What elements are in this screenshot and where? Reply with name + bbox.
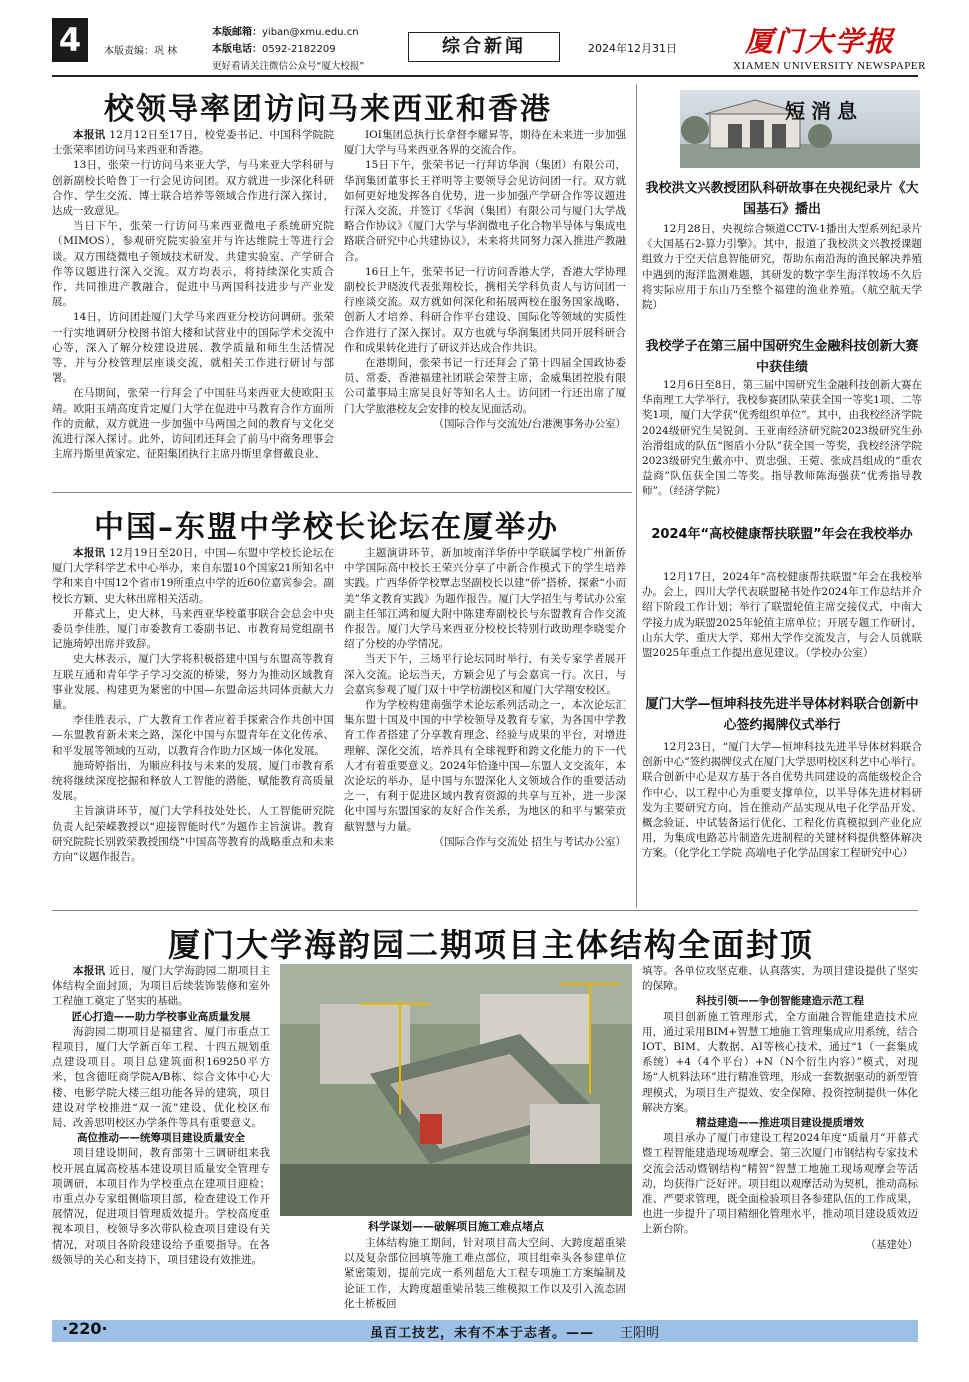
subheading: 高位推动——统筹项目建设质量安全: [77, 1132, 245, 1145]
paragraph: 在港期间，张荣书记一行还拜会了第十四届全国政协委员、常委，香港福建社团联会荣誉主席，金威集团控股有限公司董事局主席吴良好等知名人士。访问团一行还出席了厦门大学旅港校友会安排的校友见面活动。: [344, 357, 626, 415]
divider: [52, 910, 918, 911]
issue-number: ·220·: [62, 1319, 108, 1338]
paragraph: 作为学校构建南强学术论坛系列活动之一，本次论坛汇集东盟十国及中国的中学校领导及教育专家，为各国中学教育工作者搭建了分享教育理念、经验与成果的平台，对增进理解、深化交流，培养具有全球视野和跨文化能力的下一代人才有着重要意义。2024年恰逢中国—东盟人文交流年，本次论坛的举办，是中国与东盟深化人文领域合作的重要活动之一，有利于促进区域内教育资源的共享与互补，进一步深化中国与东盟国家的友好合作关系，为地区的和平与繁荣贡献智慧与力量。: [344, 699, 626, 833]
source-credit: （国际合作与交流处/台港澳事务办公室）: [433, 417, 626, 430]
email: yiban@xmu.edu.cn: [262, 27, 359, 38]
page-number: 4: [52, 18, 88, 62]
paragraph: 16日上午，张荣书记一行访问香港大学，香港大学协理副校长尹晓波代表张翔校长，携相关学科负责人与访问团一行座谈交流。双方就如何深化和拓展两校在服务国家战略、创新人才培养、科研合作平台建设、国际化等领域的实质性合作进行了深入探讨。双方也就与华润集团共同开展科研合作和成果转化进行了研议并达成合作共识。: [344, 265, 626, 354]
source-credit: （国际合作与交流处 招生与考试办公室）: [433, 835, 626, 848]
phone-label: 本版电话：: [212, 44, 262, 55]
article3-col1: [52, 964, 270, 1268]
article1-col2: [344, 128, 626, 432]
short4-text: 12月23日，“厦门大学—恒坤科技先进半导体材料联合创新中心”签约揭牌仪式在厦门大学思明校区科艺中心举行。联合创新中心是双方基于各自优势共同建设的高能级校企合作中心，以工程中心为重要支撑单位，以半导体先进材料研发为主要研究方向，旨在推动产品实现从电子化学品开发、概念验证、中试装备运行优化、工程化仿真模拟到产业化应用，为集成电路芯片制造先进制程的关键材料提供整体解决方案。（化学化工学院 高端电子化学品国家工程研究中心）: [642, 741, 922, 860]
article1-col1: [52, 128, 334, 462]
paragraph: 13日，张荣一行访问马来亚大学，与马来亚大学科研与创新副校长哈鲁丁一行会见访问团。双方就进一步深化科研合作、学生交流、博士联合培养等领域合作进行深入探讨，达成一致意见。: [52, 159, 334, 218]
header-rule: [52, 75, 918, 77]
paragraph: 主题演讲环节，新加坡南洋华侨中学联属学校广州新侨中学国际高中校长王荣兴分享了中新合作模式下的学生培养实践。广西华侨学校覃志坚副校长以建“侨”搭桥，探索“小而美”华文教育实践》为题作报告。厦门大学招生与考试办公室副主任邹江鸿和厦大附中陈建寿副校长与东盟教育合作交流作报告。厦门大学马来西亚分校校长特别行政助理李晓雯介绍了分校的办学情况。: [344, 547, 626, 651]
article3-col2: [344, 1236, 626, 1312]
short1-text: 12月28日，央视综合频道CCTV-1播出大型系列纪录片《大国基石2-算力引擎》。其中，报道了我校洪文兴教授课题组致力于空天信息智能研究，帮助东南沿海的渔民解决养殖中遇到的海洋监测难题，其研发的数字孪生海洋牧场不久后将实际应用于东山乃至整个福建的渔业养殖。（航空航天学院）: [642, 223, 922, 312]
construction-photo: [280, 964, 632, 1216]
masthead-english: XIAMEN UNIVERSITY NEWSPAPER: [733, 60, 926, 72]
headline-article1: 校领导率团访问马来西亚和香港: [104, 92, 552, 127]
paragraph: 15日下午，张荣书记一行拜访华润（集团）有限公司，华润集团董事长王祥明等主要领导会见访问团一行。双方就如何更好地发挥各自优势，进一步加强产学研合作等议题进行深入交流，并签订《华润（集团）有限公司与厦门大学战略合作协议》《厦门大学与华润微电子化合物半导体与集成电路联合研究中心共建协议》，未来将共同努力深入推进产教融合。: [344, 159, 626, 263]
paragraph: 开幕式上，史大林，马来西亚华校董事联合会总会中央委员李佳胜，厦门市委教育工委副书记、市教育局党组副书记施琦婷出席并致辞。: [52, 607, 334, 651]
paragraph: 填等。各单位攻坚克难、认真落实，为项目建设提供了坚实的保障。: [642, 965, 918, 993]
paragraph: 14日，访问团赴厦门大学马来西亚分校访问调研。张荣一行实地调研分校图书馆大楼和试营业中的国际学术交流中心等，深入了解分校建设进展、教学质量和师生生活情况等，并与分校管理层座谈交流，就相关工作进行研讨与部署。: [52, 311, 334, 385]
contact-block: [212, 24, 364, 75]
paragraph: 项目建设期间，教育部第十三调研组来我校开展直属高校基本建设项目质量安全管理专项调研，本项目作为学校重点在建项目迎检；市重点办专家组侧临项目部，检查建设工作开展情况，促进项目管理质效提升。学校高度重视本项目，校领导多次带队检查项目建设有关情况，对项目各阶段建设给予重要指导。在各级领导的关心和支持下，项目建设有效推进。: [52, 1147, 270, 1266]
masthead: 厦门大学报: [745, 25, 896, 58]
short3-headline: 2024年“高校健康帮扶联盟”年会在我校举办: [651, 527, 913, 542]
lead-tag: 本报讯: [73, 965, 110, 977]
footer-quote: 虽百工技艺，未有不本于志者。——: [370, 1326, 595, 1341]
footer-quote-author: 王阳明: [620, 1326, 660, 1341]
short4-headline: 厦门大学—恒坤科技先进半导体材料联合创新中心签约揭牌仪式举行: [645, 697, 919, 733]
paragraph: IOI集团总执行长拿督李耀昇等，期待在未来进一步加强厦门大学与马来西亚各界的交流合作。: [344, 129, 626, 157]
source-credit: （基建处）: [865, 1238, 918, 1251]
column-divider: [636, 84, 637, 908]
short3-body: [642, 570, 922, 661]
paragraph: 施琦婷指出，为顺应科技与未来的发展，厦门市教育系统将继续深度挖掘和释放人工智能的潜能，赋能教育高质量发展。: [52, 759, 334, 803]
short1-headline: 我校洪文兴教授团队科研故事在央视纪录片《大国基石》播出: [645, 181, 919, 217]
divider: [52, 492, 632, 493]
paragraph: 主体结构施工期间，针对项目高大空间、大跨度超重梁以及复杂部位回填等施工难点部位，项目组牵头各参建单位紧密策划，提前完成一系列超危大工程专项施工方案编制及论证工作，大跨度超重梁吊装三维模拟工作以及引入流态固化土桥板回: [344, 1237, 626, 1310]
subheading: 匠心打造——助力学校事业高质量发展: [71, 1010, 251, 1023]
issue-date: 2024年12月31日: [588, 42, 677, 55]
phone: 0592-2182209: [262, 44, 336, 55]
lead-tag: 本报讯: [73, 547, 110, 559]
section-title: 综合新闻: [408, 32, 560, 62]
paragraph: 项目承办了厦门市建设工程2024年度“质量月”开幕式暨工程智能建造现场观摩会、第三次厦门市钢结构专家技术交流会活动暨钢结构“精智”智慧工地施工现场观摩会等活动，均获得广泛好评。项目组以观摩活动为契机，推动高标准、严要求管理，既全面检验项目各参建队伍的工作成果，也进一步提升了项目精细化管理水平，推动项目建设质效迈上新台阶。: [642, 1132, 918, 1236]
paragraph: 本报讯 12月19日至20日，中国—东盟中学校长论坛在厦门大学科学艺术中心举办，来自东盟10个国家21所知名中学和来自中国12个省市19所重点中学的近60位嘉宾参会。副校长方颖、史大林出席相关活动。: [52, 547, 334, 605]
article2-col2: [344, 546, 626, 850]
subheading: 科技引领——争创智能建造示范工程: [696, 995, 864, 1008]
headline-article2: 中国–东盟中学校长论坛在厦举办: [94, 510, 559, 545]
headline-article3: 厦门大学海韵园二期项目主体结构全面封顶: [168, 926, 815, 964]
paragraph: 本报讯 12月12日至17日，校党委书记、中国科学院院士张荣率团访问马来西亚和香港。: [52, 129, 334, 157]
paragraph: 李佳胜表示，广大教育工作者应着手探索合作共创中国—东盟教育新未来之路，深化中国与东盟青年在文化传承、和平发展等领域的互动，以教育合作助力区域一体化发展。: [52, 714, 334, 757]
lead-tag: 本报讯: [73, 129, 110, 141]
short1-body: [642, 222, 922, 313]
article2-col1: [52, 546, 334, 865]
page-editor: 本版责编：巩 林: [104, 46, 178, 57]
subheading: 精益建造——推进项目建设提质增效: [696, 1117, 864, 1130]
paragraph: 项目创新施工管理形式，全方面融合智能建造技术应用，通过采用BIM+智慧工地施工管理集成应用系统，结合IOT、BIM、大数据、AI等核心技术，通过“1（一套集成系统）+4（4个平台）+N（N个衍生内容）”模式，对现场“人机料法环”进行精准管理，形成一套数据驱动的新型管理模式，为项目生产提效、安全保障、投资控制提供一体化解决方案。: [642, 1010, 918, 1114]
short2-text: 12月6日至8日，第三届中国研究生金融科技创新大赛在华南理工大学举行，我校参赛团队荣获全国一等奖1项、二等奖1项，厦门大学获“优秀组织单位”。其中，由我校经济学院2024级研究生吴锐剑、王亚南经济研究院2023级研究生孙治滑组成的队伍“图盾小分队”获全国一等奖，我校经济学院2023级研究生戴亦中、贾忠强、王菀、张成昌组成的“重农益商”队伍获全国二等奖。指导教师陈海强获“优秀指导教师”。（经济学院）: [642, 379, 922, 498]
paragraph: 本报讯 近日，厦门大学海韵园二期项目主体结构全面封顶，为项目后续装饰装修和室外工程施工奠定了坚实的基础。: [52, 965, 271, 1008]
article3-col3: [642, 964, 918, 1253]
paragraph: 当日下午，张荣一行访问马来西亚微电子系统研究院（MIMOS），参观研究院实验室并与许达维院士等进行会谈。双方围绕微电子领域技术研发、共建实验室、产学研合作等议题进行深入交流。双方均表示，将持续深化实质合作，共同推进产教融合，促进中马两国科技进步与产业发展。: [52, 220, 334, 309]
paragraph: 史大林表示，厦门大学将积极搭建中国与东盟高等教育互联互通和青年学子学习交流的桥梁，努力为推动区域教育事业发展、构建更为紧密的中国—东盟命运共同体贡献大力量。: [52, 653, 334, 712]
paragraph: 主旨演讲环节，厦门大学科技处处长、人工智能研究院负责人纪荣嵘教授以“迎接智能时代”为题作主旨演讲。教育研究院院长别敦荣教授围绕“中国高等教育的战略重点和未来方向”议题作报告。: [52, 805, 334, 864]
email-label: 本版邮箱：: [212, 27, 262, 38]
short2-body: [642, 378, 922, 500]
short2-headline: 我校学子在第三届中国研究生金融科技创新大赛中获佳绩: [645, 339, 919, 375]
paragraph: 当天下午，三场平行论坛同时举行，有关专家学者展开深入交流。论坛当天，方颖会见了与会嘉宾一行。次日，与会嘉宾参观了厦门双十中学枋湖校区和厦门大学翔安校区。: [344, 653, 626, 696]
photo-caption: 科学谋划——破解项目施工难点堵点: [368, 1220, 544, 1233]
wechat-note: 更好看请关注微信公众号“厦大校报”: [212, 61, 365, 72]
paragraph: 在马期间，张荣一行拜会了中国驻马来西亚大使欧阳玉靖。欧阳玉靖高度肯定厦门大学在促进中马教育合作方面所作的贡献，双方就进一步加强中马两国之间的教育与文化交流进行深入探讨。此外，访问团还拜会了前马中商务理事会主席丹斯里黄家定、征阳集团执行主席丹斯里拿督戴良业、: [52, 387, 334, 461]
short3-text: 12月17日，2024年“高校健康帮扶联盟”年会在我校举办。会上，四川大学代表联盟秘书处作2024年工作总结并介绍下阶段工作计划；举行了联盟轮值主席交接仪式，中南大学接力成为联盟2025年轮值主席单位；开展专题工作研讨，山东大学、重庆大学、郑州大学作交流发言，与会人员就联盟2025年重点工作提出意见建议。（学校办公室）: [642, 571, 922, 660]
short4-body: [642, 740, 922, 862]
shorts-title: 短消息: [785, 99, 863, 123]
paragraph: 海韵园二期项目是福建省、厦门市重点工程项目，厦门大学新百年工程、十四五规划重点建设项目。项目总建筑面积169250平方米，包含德旺商学院A/B栋、综合文体中心大楼、电影学院大楼三组功能各异的建筑，项目建设对学校推进“双一流”建设、优化校区布局、改善思明校区办学条件等具有重要意义。: [52, 1025, 270, 1130]
